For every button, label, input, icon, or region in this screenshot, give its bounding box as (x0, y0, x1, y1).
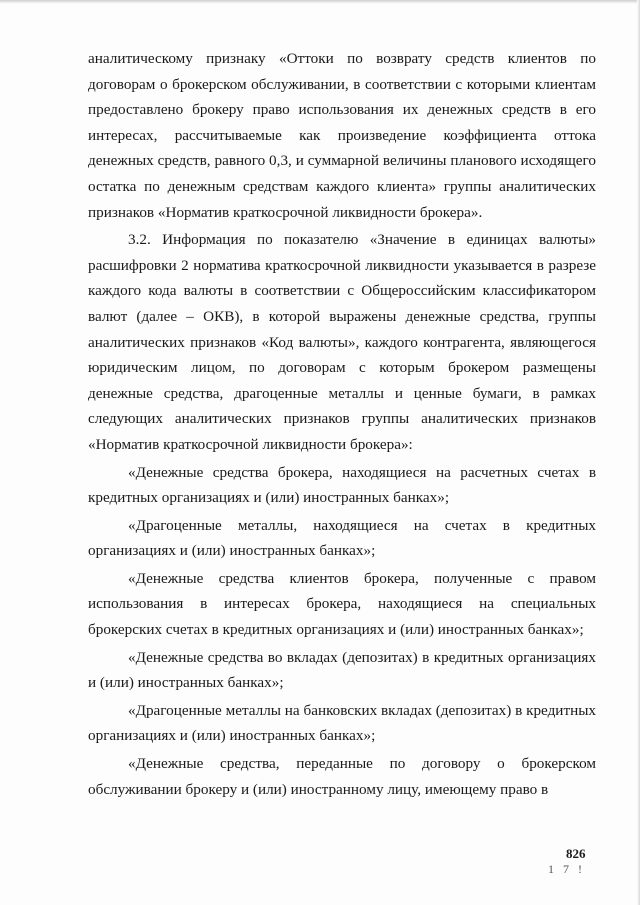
list-item-precious-metals-accounts: «Драгоценные металлы, находящиеся на счетах в кредитных организациях и (или) иностранных банках»; (88, 516, 596, 560)
paragraph-3-2: 3.2. Информация по показателю «Значение в единицах валюты» расшифровки 2 норматива краткосрочной ликвидности указывается в разрезе каждого кода валюты в соответствии с Общероссийским классификатором валют (далее – ОКВ), в которой выражены денежные средства, группы аналитических признаков «Код валюты», каждого контрагента, являющегося юридическим лицом, по договорам с которым брокером размещены денежные средства, драгоценные металлы и ценные бумаги, в рамках следующих аналитических признаков группы аналитических признаков «Норматив краткосрочной ликвидности брокера»: (88, 231, 596, 453)
list-item-cash-settlement-accounts: «Денежные средства брокера, находящиеся на расчетных счетах в кредитных организациях и (или) иностранных банках»; (88, 463, 596, 507)
document-body (88, 46, 596, 802)
list-item-funds-transferred: «Денежные средства, переданные по договору о брокерском обслуживании брокеру и (или) иностранному лицу, имеющему право в (88, 755, 596, 798)
page-top-edge (0, 0, 640, 4)
list-item-client-funds-special-accounts: «Денежные средства клиентов брокера, полученные с правом использования в интересах брокера, находящиеся на специальных брокерских счетах в кредитных организациях и (или) иностранных банках»; (88, 569, 596, 639)
margin-marks: 1 7 ! (548, 862, 585, 876)
page-number: 826 (566, 846, 586, 861)
list-item-precious-metals-deposits: «Драгоценные металлы на банковских вкладах (депозитах) в кредитных организациях и (или) иностранных банках»; (88, 701, 597, 745)
list-item-cash-deposits: «Денежные средства во вкладах (депозитах) в кредитных организациях и (или) иностранных банках»; (88, 648, 596, 692)
paragraph-continuation: аналитическому признаку «Оттоки по возврату средств клиентов по договорам о брокерском обслуживании, в соответствии с которыми клиентам предоставлено брокеру право использования их денежных средств в его интересах, рассчитываемые как произведение коэффициента оттока денежных средств, равного 0,3, и суммарной величины планового исходящего остатка по денежным средствам каждого клиента» группы аналитических признаков «Норматив краткосрочной ликвидности брокера». (88, 50, 596, 221)
